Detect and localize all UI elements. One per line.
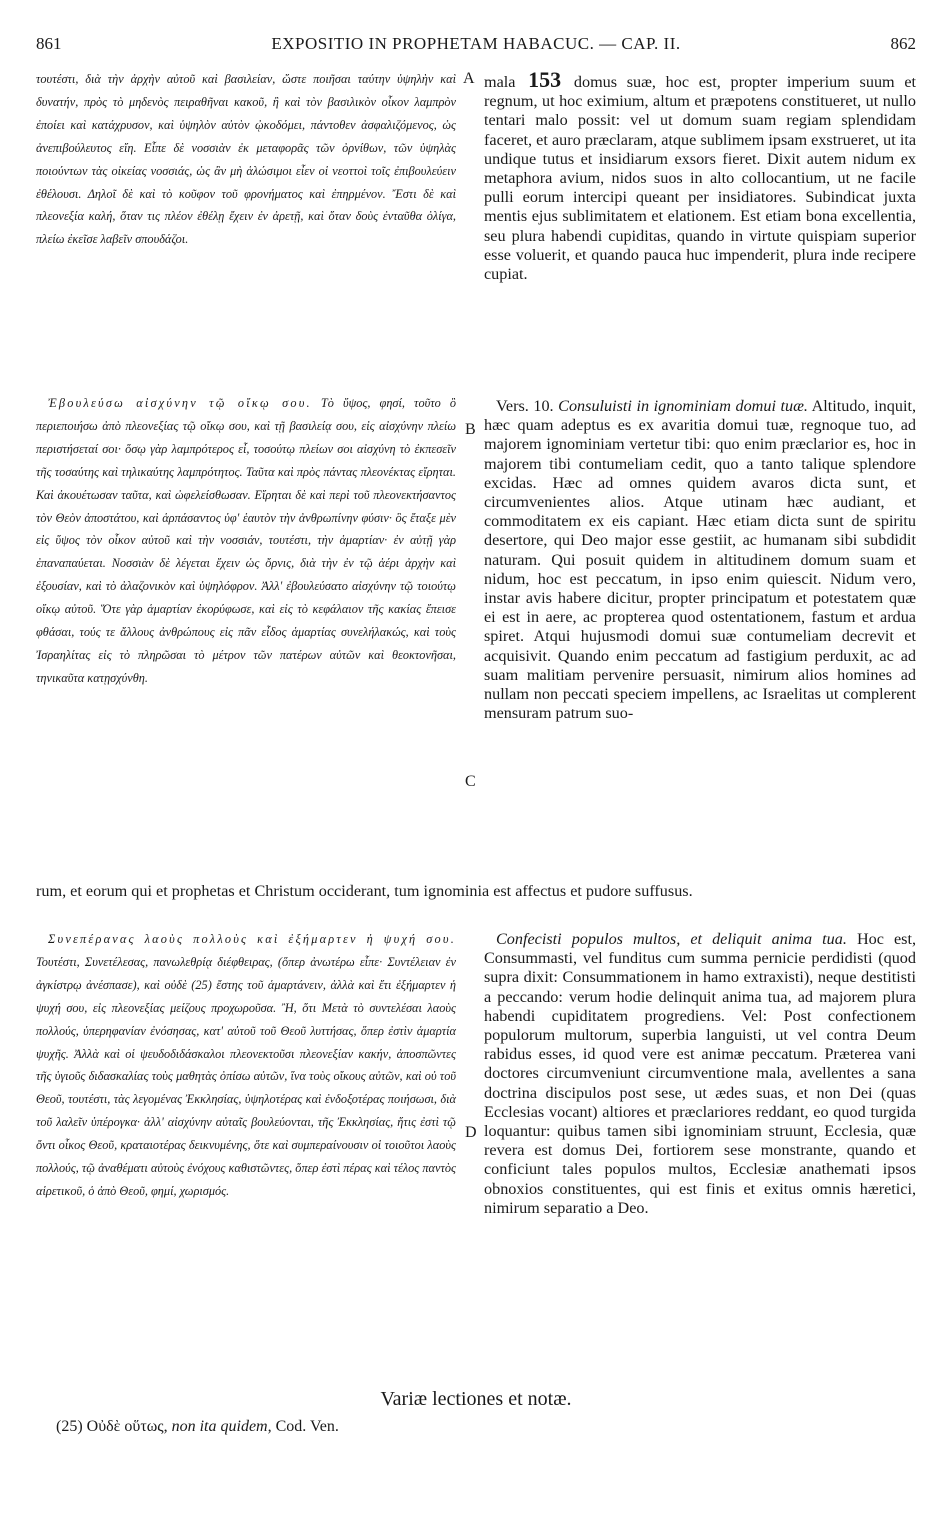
latin-paragraph-1	[484, 67, 917, 284]
note-latin: non ita quidem,	[171, 1418, 272, 1435]
latin-text-2	[484, 397, 916, 723]
greek-paragraph-2	[36, 392, 456, 690]
latin-lemma-3: Confecisti populos multos, et deliquit anima tua.	[496, 930, 847, 948]
latin-start-1: mala	[484, 73, 516, 91]
latin-paragraph-2	[484, 397, 916, 723]
note-number: (25)	[56, 1418, 83, 1435]
page-header	[36, 34, 916, 58]
verse-label: Vers. 10.	[496, 397, 554, 415]
latin-body-2: Altitudo, inquit, hæc quam adeptus es ex avaritia domui tuæ, regnoque tuo, ad majorem ignominiam vertetur tibi: quo enim præclarior es, hoc in majorem tibi contumeliam cedit, quo a tanto talique splendore excidas. Hæc ad omnes quidem avaros dicta sunt, et circumvenientes alios. Atque utinam hæc audiant, et commoditatem ex eis capiant. Hæc etiam dicta sunt de spiritu desertore, qui Deo major esse gestiit, ac humanam sibi subdidit naturam. Qui posuit quidem in altitudinem domum suam et nidum, hoc est peccatum, in ipso enim quiescit. Nidum vero, instar avis habere dicitur, propter principatum et potestatem quæ ei est in aere, ac propterea quod ostentationem, fastum et ardua spiret. Atqui hujusmodi domui suæ contumeliam decrevit et acquisivit. Quando enim peccatum ad fastigium perduxit, ac ad suam malitiam pervenire persuasit, nimirum alios homines ad nullam non peccati speciem impellens, ac Israelitas ut complerent mensuram patrum suo-	[484, 397, 916, 723]
greek-lemma-2: Ἐβουλεύσω αἰσχύνην τῷ οἴκῳ σου.	[48, 396, 312, 410]
greek-text-2	[36, 392, 456, 690]
section-marker-b: B	[465, 421, 476, 438]
section-marker-a: A	[463, 70, 475, 87]
section-marker-d: D	[465, 1124, 477, 1141]
latin-paragraph-3	[484, 930, 916, 1218]
column-number: 153	[528, 67, 562, 92]
latin-continuation-text: rum, et eorum qui et prophetas et Christum occiderant, tum ignominia est affectus et pudore suffusus.	[36, 882, 693, 900]
running-title: EXPOSITIO IN PROPHETAM HABACUC. — CAP. II.	[271, 34, 681, 53]
note-greek: Οὐδὲ οὕτως,	[86, 1418, 168, 1435]
note-source: Cod. Ven.	[275, 1418, 339, 1435]
latin-text-3	[484, 930, 916, 1218]
page-number-left: 861	[36, 34, 62, 53]
latin-text-1	[484, 67, 917, 284]
greek-paragraph-1	[36, 68, 456, 251]
latin-continuation-line	[36, 882, 916, 901]
greek-body-2: Τὸ ὕψος, φησί, τοῦτο ὃ περιεποιήσω ἀπὸ πλεονεξίας τῷ οἴκῳ σου, καὶ τῇ βασιλείᾳ σου, εἰς αἰσχύνην πλείω περιστήσεταί σοι· ὅσῳ γὰρ λαμπρότερος εἶ, τοσούτῳ πλείων σοι αἰσχύνη τὸ ἐκπεσεῖν τῆς τοσαύτης καὶ τηλικαύτης λαμπρότητος. Ταῦτα καὶ πρὸς πάντας πλεονέκτας εἴρηται. Καὶ ἀκουέτωσαν ταῦτα, καὶ ὠφελείσθωσαν. Εἴρηται δὲ καὶ περὶ τοῦ πλεονεκτήσαντος τὸν Θεὸν ἀποστάτου, καὶ ἁρπάσαντος ὑφ' ἑαυτὸν τὴν ἀνθρωπίνην φύσιν· ὃς ἔταξε μὲν εἰς ὕψος τὸν οἶκον αὐτοῦ καὶ τὴν νοσσιάν, τουτέστι, τὴν ἁμαρτίαν· ἐν αὐτῇ γὰρ ἐπαναπαύεται. Νοσσιὰν δὲ λέγεται ἔχειν ὡς ὄρνις, διὰ τὴν ἐν τῷ ἀέρι ἀρχὴν καὶ ἐξουσίαν, καὶ τὸ ἀλαζονικὸν καὶ ὑψηλόφρον. Ἀλλ' ἐβουλεύσατο αἰσχύνην τῷ τοιούτῳ οἴκῳ αὐτοῦ. Ὅτε γὰρ ἁμαρτίαν ἐκορύφωσε, καὶ εἰς τὸ κεφάλαιον τῆς κακίας ἔπεισε φθάσαι, τούς τε ἄλλους ἀνθρώπους εἰς πᾶν εἶδος ἁμαρτίας συνελήλακώς, καὶ τοὺς Ἰσραηλίτας εἰς τὸ πληρῶσαι τὸ μέτρον τῶν πατέρων αὐτῶν καὶ θεοκτονῆσαι, τηνικαῦτα κατῃσχύνθη.	[36, 396, 456, 685]
latin-body-1: domus suæ, hoc est, propter imperium suum et regnum, ut hoc eximium, altum et præpotens constitueret, ut nullo tentari malo possit: vel ut domum suam regiam splendidam faceret, et auro præclaram, atque sublimem ipsam exstrueret, ut ita undique tutus et insidiarum exsors fieret. Dixit autem nidum ex metaphora avium, nidos suos in alto collocantium, ut ne facile pulli eorum intercipi queant per insidiatores. Subindicat juxta mentis ejus sublimitatem et elationem. Est etiam bona excellentia, seu plura habendi cupiditas, quando in virtute quispiam superior esse voluerit, et quando pauca huc impenderit, plura inde recipere cupiat.	[484, 73, 917, 284]
greek-text-1: τουτέστι, διὰ τὴν ἀρχὴν αὐτοῦ καὶ βασιλείαν, ὥστε ποιῆσαι ταύτην ὑψηλὴν καὶ δυνατήν, πρὸς τὸ μηδενὸς πειραθῆναι κακοῦ, ἢ καὶ τὸν βασιλικὸν οἶκον λαμπρὸν ἐποίει καὶ κατάχρυσον, καὶ ὑψηλὸν αὐτὸν ᾠκοδόμει, πάντοθεν ἀσφαλιζόμενος, ὡς ἀνεπιβούλευτος εἴη. Εἶπε δὲ νοσσιὰν ἐκ μεταφορᾶς τῶν ὀρνίθων, τῶν ὑψηλὰς ποιούντων τὰς οἰκείας νοσσιάς, ὡς ἂν μὴ ἁλώσιμοι εἶεν οἱ νεοττοὶ τοῖς ἐπιβουλεύειν ἐθέλουσι. Δηλοῖ δὲ καὶ τὸ κοῦφον τοῦ φρονήματος καὶ ἐπηρμένον. Ἔστι δὲ καὶ πλεονεξία καλή, ὅταν τις πλέον ἐθέλῃ ἔχειν ἐν ἀρετῇ, καὶ ὅταν δοὺς ἐνταῦθα ὀλίγα, πλείω ἐκεῖσε λαβεῖν σπουδάζοι.	[36, 72, 456, 247]
greek-lemma-3: Συνεπέρανας λαοὺς πολλοὺς καὶ ἐξήμαρτεν ἡ ψυχή σου.	[48, 932, 456, 946]
page-number-right: 862	[890, 34, 916, 53]
latin-body-3: Hoc est, Consummasti, vel funditus cum summa pernicie perdidisti (quod supra dixit: Consummationem in hamo extraxisti), neque destitisti a peccando: verum hodie delinquit anima tua, ad majorem plura habendi cupiditatem progrediens. Vel: Post confectionem populorum multorum, superbia languisti, ut vel contra Deum rabidus esses, id quod vere est animæ peccatum. Præterea vani doctores circumveniunt circumventione mala, avellentes a sana doctrina discipulos post sese, ut ædes suas, et non Dei (quas Ecclesias vocant) altiores et præclariores reddant, eo quod turgida loquantur: quibus tamen sibi ignominiam struunt, Ecclesia, quæ revera est domus Dei, fortiorem sese monstrante, quando et conficiunt tales populos multos, Ecclesiæ anathemati ipsos obnoxios constituentes, qui est finis et exitus omnis hæretici, nimirum separatio a Deo.	[484, 930, 917, 1217]
greek-body-3: Τουτέστι, Συνετέλεσας, πανωλεθρίᾳ διέφθειρας, (ὅπερ ἀνωτέρω εἶπε· Συντέλειαν ἐν ἀγκίστρῳ ἀνέσπασε), καὶ οὐδὲ (25) ἔστης τοῦ ἁμαρτάνειν, ἀλλὰ καὶ ἔτι ἐξήμαρτεν ἡ ψυχή σου, εἰς πλεονεξίας μείζους προχωροῦσα. Ἢ, ὅτι Μετὰ τὸ συντελέσαι λαοὺς πολλούς, ὑπερηφανίαν ἐνόσησας, κατ' αὐτοῦ τοῦ Θεοῦ λυττήσας, ὅπερ ἐστὶν ἁμαρτία ψυχῆς. Ἀλλὰ καὶ οἱ ψευδοδιδάσκαλοι πλεονεκτοῦσι πλεονεξίαν κακήν, ἀποσπῶντες τῆς ὑγιοῦς διδασκαλίας τοὺς μαθητὰς ὀπίσω αὐτῶν, ἵνα τοὺς οἴκους αὐτῶν, καὶ οὐ τοῦ Θεοῦ, τουτέστι, τὰς λεγομένας Ἐκκλησίας, ὑψηλοτέρας καὶ ἐνδοξοτέρας ποιήσωσι, διὰ τοῦ λαλεῖν ὑπέρογκα· ἀλλ' αἰσχύνην αὐταῖς βουλεύονται, τῆς Ἐκκλησίας, ἥτις ἐστὶ τῷ ὄντι οἶκος Θεοῦ, κραταιοτέρας δεικνυμένης, ὅτε καὶ συμπεραίνουσιν οἱ τοιοῦτοι λαοὺς πολλούς, τῷ ἀναθέματι αὐτοὺς ἐνόχους καθιστῶντες, ὅπερ ἐστὶ πέρας καὶ τέλος παντὸς αἱρετικοῦ, ὁ ἀπὸ Θεοῦ, φημί, χωρισμός.	[36, 954, 456, 1198]
greek-paragraph-3	[36, 928, 456, 1203]
note-25	[56, 1418, 339, 1436]
greek-text-3	[36, 928, 456, 1203]
notes-title: Variæ lectiones et notæ.	[380, 1388, 572, 1410]
latin-lemma-2: Consuluisti in ignominiam domui tuæ.	[558, 397, 808, 415]
section-marker-c: C	[465, 773, 476, 790]
